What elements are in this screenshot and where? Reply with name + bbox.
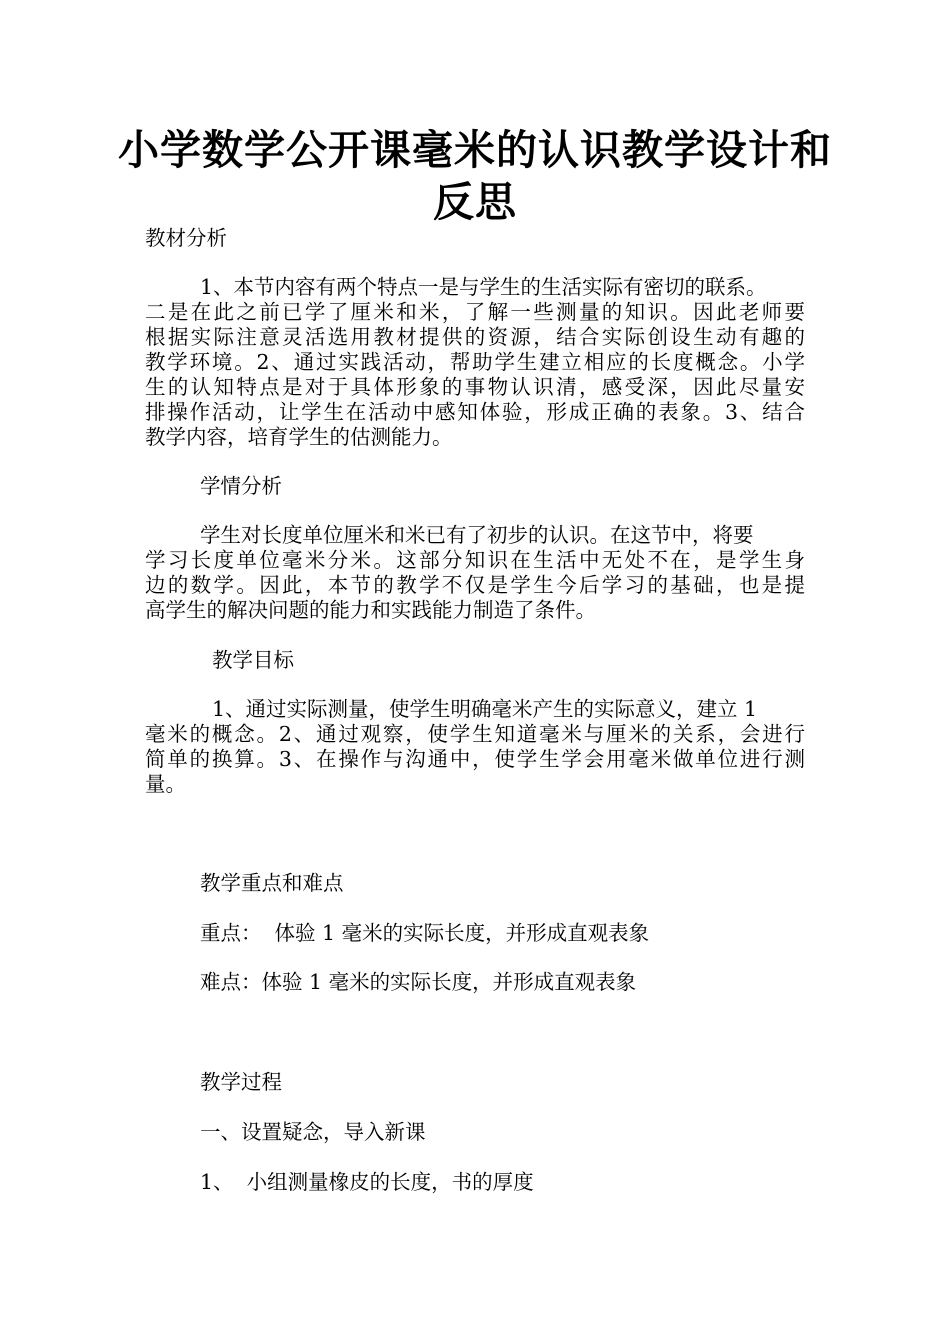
document-title-line-2: 反思	[433, 178, 517, 226]
section-heading-key-points: 教学重点和难点	[200, 871, 344, 895]
paragraph-line: 边的数学。因此，本节的教学不仅是学生今后学习的基础，也是提	[145, 573, 805, 597]
paragraph-line: 教学环境。2、通过实践活动，帮助学生建立相应的长度概念。小学	[145, 350, 805, 374]
section-heading-students: 学情分析	[200, 474, 282, 498]
paragraph-line: 生的认知特点是对于具体形象的事物认识清，感受深，因此尽量安	[145, 375, 805, 399]
section-heading-textbook: 教材分析	[145, 226, 227, 250]
paragraph-line: 二是在此之前已学了厘米和米，了解一些测量的知识。因此老师要	[145, 300, 805, 324]
paragraph-line: 教学内容，培育学生的估测能力。	[145, 425, 453, 449]
paragraph-line: 1、本节内容有两个特点一是与学生的生活实际有密切的联系。	[200, 275, 767, 299]
process-item: 1、 小组测量橡皮的长度，书的厚度	[200, 1170, 534, 1194]
paragraph-line: 排操作活动，让学生在活动中感知体验，形成正确的表象。3、结合	[145, 400, 805, 424]
key-point-text: 重点： 体验 1 毫米的实际长度，并形成直观表象	[200, 921, 650, 945]
paragraph-line: 学生对长度单位厘米和米已有了初步的认识。在这节中，将要	[200, 523, 754, 547]
paragraph-line: 毫米的概念。2、通过观察，使学生知道毫米与厘米的关系，会进行	[145, 722, 805, 746]
difficult-point-text: 难点：体验 1 毫米的实际长度，并形成直观表象	[200, 970, 637, 994]
paragraph-line: 根据实际注意灵活选用教材提供的资源，结合实际创设生动有趣的	[145, 325, 805, 349]
process-step: 一、设置疑念，导入新课	[200, 1120, 426, 1144]
paragraph-line: 高学生的解决问题的能力和实践能力制造了条件。	[145, 598, 596, 622]
paragraph-line: 学习长度单位毫米分米。这部分知识在生活中无处不在，是学生身	[145, 548, 805, 572]
paragraph-line: 量。	[145, 772, 186, 796]
paragraph-line: 简单的换算。3、在操作与沟通中，使学生学会用毫米做单位进行测	[145, 747, 805, 771]
section-heading-goals: 教学目标	[212, 648, 294, 672]
document-title-line-1: 小学数学公开课毫米的认识教学设计和	[118, 126, 832, 174]
paragraph-line: 1、通过实际测量，使学生明确毫米产生的实际意义，建立 1	[212, 697, 758, 721]
section-heading-process: 教学过程	[200, 1070, 282, 1094]
